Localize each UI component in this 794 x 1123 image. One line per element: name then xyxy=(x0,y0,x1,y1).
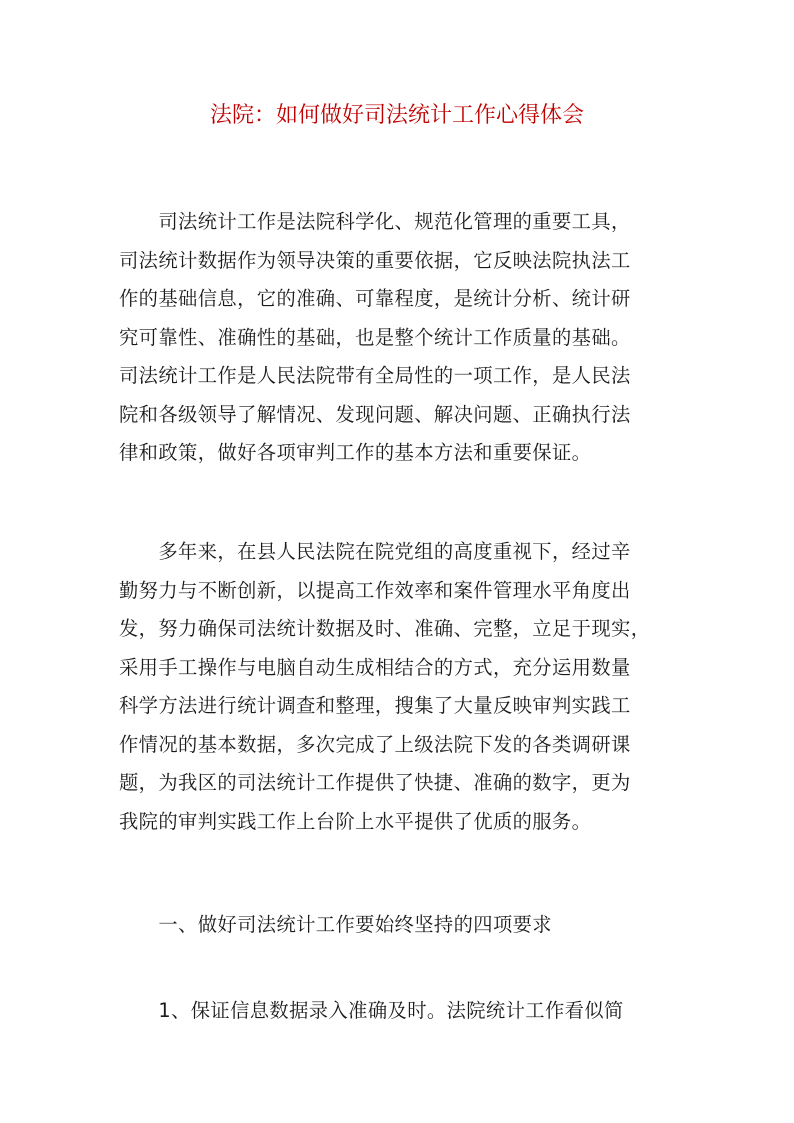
paragraph-line: 究可靠性、准确性的基础，也是整个统计工作质量的基础。 xyxy=(119,325,631,349)
section-heading xyxy=(119,906,679,945)
paragraph-line: 院和各级领导了解情况、发现问题、解决问题、正确执行法 xyxy=(119,402,631,426)
paragraph-line: 采用手工操作与电脑自动生成相结合的方式，充分运用数量 xyxy=(119,655,631,679)
paragraph-line: 我院的审判实践工作上台阶上水平提供了优质的服务。 xyxy=(119,809,592,833)
paragraph-4 xyxy=(119,992,679,1031)
paragraph-1 xyxy=(119,203,679,473)
paragraph-line: 作的基础信息，它的准确、可靠程度，是统计分析、统计研 xyxy=(119,287,631,310)
paragraph-2 xyxy=(119,533,679,841)
paragraph-line: 发，努力确保司法统计数据及时、准确、完整，立足于现实， xyxy=(119,617,651,640)
paragraph-line: 司法统计工作是法院科学化、规范化管理的重要工具， xyxy=(119,210,631,233)
paragraph-line: 1、保证信息数据录入准确及时。法院统计工作看似简 xyxy=(119,999,624,1022)
paragraph-line: 律和政策，做好各项审判工作的基本方法和重要保证。 xyxy=(119,441,592,464)
paragraph-line: 科学方法进行统计调查和整理，搜集了大量反映审判实践工 xyxy=(119,694,631,717)
paragraph-line: 勤努力与不断创新，以提高工作效率和案件管理水平角度出 xyxy=(119,578,631,602)
paragraph-line: 题，为我区的司法统计工作提供了快捷、准确的数字，更为 xyxy=(119,771,631,794)
paragraph-line: 一、做好司法统计工作要始终坚持的四项要求 xyxy=(119,913,552,936)
paragraph-line: 作情况的基本数据，多次完成了上级法院下发的各类调研课 xyxy=(119,732,631,756)
paragraph-line: 司法统计工作是人民法院带有全局性的一项工作，是人民法 xyxy=(119,364,631,387)
paragraph-line: 司法统计数据作为领导决策的重要依据，它反映法院执法工 xyxy=(119,248,631,272)
paragraph-line: 多年来，在县人民法院在院党组的高度重视下，经过辛 xyxy=(119,540,631,563)
document-title: 法院：如何做好司法统计工作心得体会 xyxy=(209,103,584,128)
